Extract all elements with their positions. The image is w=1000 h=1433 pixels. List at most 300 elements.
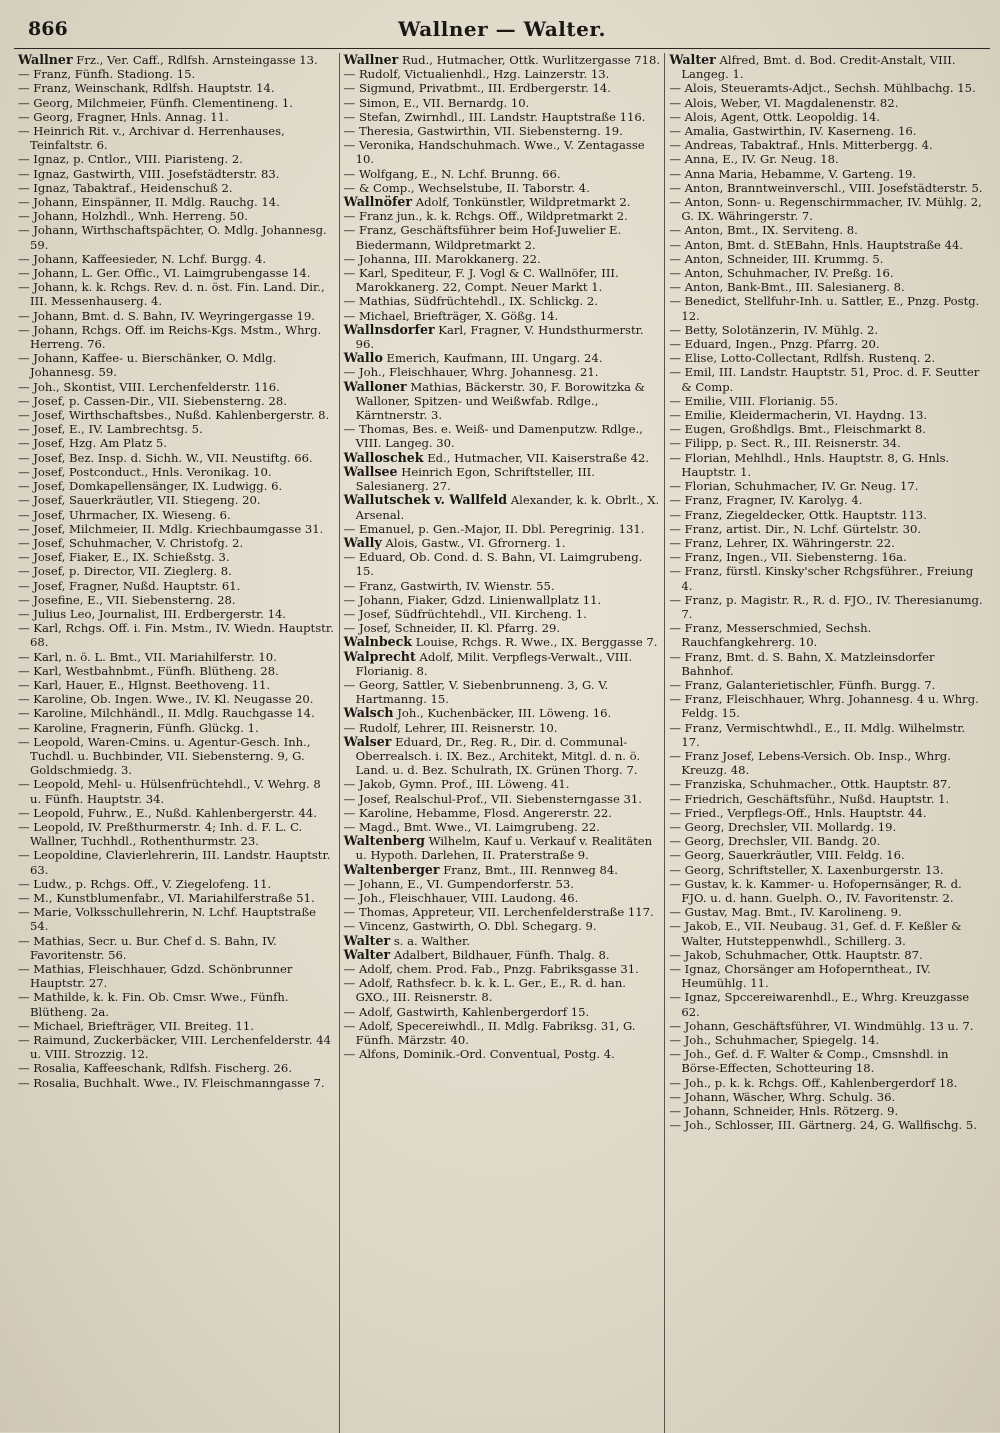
entry-text: — Johann, E., VI. Gumpendorferstr. 53. <box>343 876 574 891</box>
page-header <box>14 14 990 49</box>
directory-entry <box>669 522 986 536</box>
directory-entry <box>344 1047 661 1061</box>
entry-text: Eduard, Dr., Reg. R., Dir. d. Communal-Oberrealsch. i. IX. Bez., Architekt, Mitgl. d. n. ö. Land. u. d. Bez. Schulrath, IX. Grünen Thorg. 7. <box>355 734 641 778</box>
directory-entry <box>18 820 335 848</box>
directory-entry <box>344 365 661 379</box>
entry-surname: Waltenberg <box>343 833 425 849</box>
entry-surname: Wallutschek v. Wallfeld <box>343 492 508 508</box>
entry-surname: Wallo <box>343 350 383 366</box>
entry-text: s. a. Walther. <box>393 933 470 948</box>
directory-entry <box>18 124 335 152</box>
directory-entry <box>669 834 986 848</box>
entry-text: — Filipp, p. Sect. R., III. Reisnerstr. 34. <box>669 436 901 451</box>
directory-entry <box>18 1076 335 1090</box>
entry-text: — Josef, Hzg. Am Platz 5. <box>18 436 167 451</box>
entry-text: — Simon, E., VII. Bernardg. 10. <box>343 95 530 110</box>
entry-text: — Veronika, Handschuhmach. Wwe., V. Zentagasse 10. <box>343 138 645 167</box>
directory-entry <box>669 394 986 408</box>
directory-entry <box>669 266 986 280</box>
entry-text: — Adolf, Specereiwhdl., II. Mdlg. Fabriksg. 31, G. Fünfh. Märzstr. 40. <box>343 1018 636 1048</box>
directory-entry <box>669 1076 986 1090</box>
entry-surname: Wallner <box>18 53 73 67</box>
entry-text: — Franz, Gastwirth, IV. Wienstr. 55. <box>343 578 555 593</box>
entry-text: — Josef, Fragner, Nußd. Hauptstr. 61. <box>18 578 241 593</box>
entry-text: — Florian, Schuhmacher, IV. Gr. Neug. 17. <box>669 479 919 494</box>
column-left <box>14 53 339 1433</box>
column-middle <box>339 53 665 1433</box>
entry-text: — Thomas, Bes. e. Weiß- und Damenputzw. Rdlge., VIII. Langeg. 30. <box>343 422 643 451</box>
entry-text: — Joh., Fleischhauer, VIII. Laudong. 46. <box>343 890 579 905</box>
entry-text: — Elise, Lotto-Collectant, Rdlfsh. Rustenq. 2. <box>669 351 936 366</box>
entry-text: — Josef, Wirthschaftsbes., Nußd. Kahlenbergerstr. 8. <box>18 408 330 423</box>
entry-text: — Franz, Bmt. d. S. Bahn, X. Matzleinsdorfer Bahnhof. <box>669 649 935 678</box>
directory-entry <box>344 834 661 862</box>
directory-entry <box>344 792 661 806</box>
directory-entry <box>344 380 661 423</box>
entry-text: — Emilie, VIII. Florianig. 55. <box>669 393 839 408</box>
entry-text: — Mathilde, k. k. Fin. Ob. Cmsr. Wwe., Fünfh. Blütheng. 2a. <box>18 990 289 1019</box>
entry-text: — Mathias, Secr. u. Bur. Chef d. S. Bahn, IV. Favoritenstr. 56. <box>18 933 277 962</box>
entry-text: — Johann, Wäscher, Whrg. Schulg. 36. <box>669 1089 896 1104</box>
entry-text: — Rosalia, Buchhalt. Wwe., IV. Fleischmanngasse 7. <box>18 1075 325 1090</box>
directory-entry <box>669 280 986 294</box>
entry-text: — Franz, Vermischtwhdl., E., II. Mdlg. Wilhelmstr. 17. <box>669 720 966 749</box>
entry-text: — Josef, Domkapellensänger, IX. Ludwigg. 6. <box>18 479 283 494</box>
entry-text: — Marie, Volksschullehrerin, N. Lchf. Hauptstraße 54. <box>18 905 317 934</box>
running-head: Wallner — Walter. <box>397 17 606 41</box>
directory-entry <box>344 138 661 166</box>
entry-text: — Sigmund, Privatbmt., III. Erdbergerstr. 14. <box>343 81 611 96</box>
entry-text: — Rudolf, Victualienhdl., Hzg. Lainzerstr. 13. <box>343 67 610 82</box>
directory-entry <box>344 863 661 877</box>
directory-entry <box>18 522 335 536</box>
directory-entry <box>344 934 661 948</box>
directory-entry <box>344 635 661 649</box>
entry-text: — Ignaz, Chorsänger am Hofoperntheat., IV. Heumühlg. 11. <box>669 962 931 991</box>
directory-entry <box>344 223 661 251</box>
entry-text: — Michael, Briefträger, VII. Breiteg. 11. <box>18 1018 254 1033</box>
entry-text: Ed., Hutmacher, VII. Kaiserstraße 42. <box>427 450 650 465</box>
entry-text: — Joh., Gef. d. F. Walter & Comp., Cmsnshdl. in Börse-Effecten, Schotteuring 18. <box>669 1047 949 1076</box>
directory-entry <box>18 607 335 621</box>
directory-entry <box>18 351 335 379</box>
entry-surname: Wallnsdorfer <box>343 321 435 337</box>
entry-surname: Wallner <box>343 53 399 67</box>
directory-entry <box>18 721 335 735</box>
entry-text: — Alfons, Dominik.-Ord. Conventual, Postg. 4. <box>343 1047 615 1062</box>
directory-entry <box>18 550 335 564</box>
entry-text: — Karoline, Ob. Ingen. Wwe., IV. Kl. Neugasse 20. <box>18 692 314 707</box>
directory-entry <box>18 650 335 664</box>
directory-entry <box>344 81 661 95</box>
entry-text: — Josef, Südfrüchtehdl., VII. Kircheng. 1. <box>343 606 587 621</box>
entry-text: — Franz, Ziegeldecker, Ottk. Hauptstr. 113. <box>669 507 927 522</box>
entry-text: — Anton, Branntweinverschl., VIII. Josefstädterstr. 5. <box>669 180 983 195</box>
directory-entry <box>669 223 986 237</box>
entry-text: — Karl, Rchgs. Off. i. Fin. Mstm., IV. Wiedn. Hauptstr. 68. <box>18 621 334 650</box>
entry-text: — Michael, Briefträger, X. Gößg. 14. <box>343 308 559 323</box>
directory-entry <box>344 550 661 578</box>
entry-text: — & Comp., Wechselstube, II. Taborstr. 4. <box>343 180 590 195</box>
entry-text: — Josef, Schneider, II. Kl. Pfarrg. 29. <box>343 621 561 636</box>
directory-entry <box>669 593 986 621</box>
entry-text: Heinrich Egon, Schriftsteller, III. Salesianerg. 27. <box>355 464 595 494</box>
entry-text: Adolf, Milit. Verpflegs-Verwalt., VIII. Florianig. 8. <box>355 649 633 678</box>
entry-text: — Georg, Drechsler, VII. Bandg. 20. <box>669 834 881 849</box>
directory-entry <box>669 550 986 564</box>
entry-text: — Jakob, Gymn. Prof., III. Löweng. 41. <box>343 777 570 792</box>
directory-entry <box>18 848 335 876</box>
entry-text: — Franz, Lehrer, IX. Währingerstr. 22. <box>669 535 895 550</box>
directory-entry <box>669 1047 986 1075</box>
directory-entry <box>344 67 661 81</box>
directory-entry <box>344 706 661 720</box>
directory-entry <box>18 777 335 805</box>
entry-text: — Franz, Fragner, IV. Karolyg. 4. <box>669 493 863 508</box>
entry-text: — Thomas, Appreteur, VII. Lerchenfelderstraße 117. <box>343 905 654 920</box>
entry-text: — Ludw., p. Rchgs. Off., V. Ziegelofeng. 11. <box>18 876 272 891</box>
entry-text: — Alois, Agent, Ottk. Leopoldig. 14. <box>669 109 881 124</box>
directory-entry <box>669 451 986 479</box>
directory-entry <box>669 749 986 777</box>
entry-surname: Walter <box>669 53 716 67</box>
directory-entry <box>344 948 661 962</box>
directory-entry <box>669 777 986 791</box>
entry-text: — Karl, Hauer, E., Hlgnst. Beethoveng. 11. <box>18 677 271 692</box>
directory-entry <box>669 962 986 990</box>
directory-entry <box>669 138 986 152</box>
entry-text: — Karoline, Hebamme, Flosd. Angererstr. 22. <box>343 805 612 820</box>
directory-entry <box>669 678 986 692</box>
directory-entry <box>18 280 335 308</box>
column-right <box>664 53 990 1433</box>
entry-text: — Heinrich Rit. v., Archivar d. Herrenhauses, Teinfaltstr. 6. <box>18 124 285 153</box>
entry-text: — Gustav, Mag. Bmt., IV. Karolineng. 9. <box>669 905 902 920</box>
entry-text: — Karl, Spediteur, F. J. Vogl & C. Wallnöfer, III. Marokkanerg. 22, Compt. Neuer Markt 1. <box>343 266 619 295</box>
directory-entry <box>344 294 661 308</box>
directory-entry <box>669 124 986 138</box>
entry-surname: Walnbeck <box>343 634 413 650</box>
directory-entry <box>18 493 335 507</box>
entry-text: — Johann, L. Ger. Offic., VI. Laimgrubengasse 14. <box>18 266 311 281</box>
entry-text: Alfred, Bmt. d. Bod. Credit-Anstalt, VIII. Langeg. 1. <box>681 53 956 82</box>
directory-entry <box>18 735 335 778</box>
entry-text: — Emilie, Kleidermacherin, VI. Haydng. 13. <box>669 408 928 423</box>
directory-entry <box>344 53 661 67</box>
entry-surname: Walsch <box>343 705 394 721</box>
entry-text: — Johanna, III. Marokkanerg. 22. <box>343 251 541 266</box>
directory-entry <box>344 721 661 735</box>
directory-entry <box>669 990 986 1018</box>
entry-text: — Johann, Bmt. d. S. Bahn, IV. Weyringergasse 19. <box>18 308 315 323</box>
directory-entry <box>344 1019 661 1047</box>
directory-entry <box>669 152 986 166</box>
directory-entry <box>344 678 661 706</box>
directory-entry <box>18 564 335 578</box>
entry-text: Alois, Gastw., VI. Gfrornerg. 1. <box>385 535 566 550</box>
directory-entry <box>18 394 335 408</box>
directory-entry <box>18 1019 335 1033</box>
entry-surname: Walter <box>343 932 391 948</box>
entry-text: — Josef, p. Cassen-Dir., VII. Siebensterng. 28. <box>18 393 287 408</box>
directory-entry <box>669 848 986 862</box>
entry-text: — Theresia, Gastwirthin, VII. Siebensterng. 19. <box>343 124 623 139</box>
entry-text: — M., Kunstblumenfabr., VI. Mariahilferstraße 51. <box>18 890 315 905</box>
entry-text: — Josef, Bez. Insp. d. Sichh. W., VII. Neustiftg. 66. <box>18 450 313 465</box>
entry-text: — Leopold, Mehl- u. Hülsenfrüchtehdl., V. Wehrg. 8 u. Fünfh. Hauptstr. 34. <box>18 777 321 806</box>
entry-text: — Johann, Einspänner, II. Mdlg. Rauchg. 14. <box>18 195 280 210</box>
entry-text: — Florian, Mehlhdl., Hnls. Hauptstr. 8, G. Hnls. Hauptstr. 1. <box>669 450 950 479</box>
entry-text: — Andreas, Tabaktraf., Hnls. Mitterbergg. 4. <box>669 138 933 153</box>
directory-entry <box>18 167 335 181</box>
directory-entry <box>18 96 335 110</box>
entry-text: — Alois, Weber, VI. Magdalenenstr. 82. <box>669 95 899 110</box>
directory-entry <box>669 408 986 422</box>
entry-text: — Adolf, Gastwirth, Kahlenbergerdorf 15. <box>343 1004 590 1019</box>
entry-text: — Mathias, Fleischhauer, Gdzd. Schönbrunner Hauptstr. 27. <box>18 962 293 991</box>
entry-text: — Anton, Bank-Bmt., III. Salesianerg. 8. <box>669 280 905 295</box>
directory-entry <box>669 877 986 905</box>
entry-text: — Josef, E., IV. Lambrechtsg. 5. <box>18 422 203 437</box>
directory-entry <box>18 678 335 692</box>
entry-text: — Stefan, Zwirnhdl., III. Landstr. Hauptstraße 116. <box>343 109 646 124</box>
entry-text: — Ignaz, Tabaktraf., Heidenschuß 2. <box>18 180 233 195</box>
directory-entry <box>344 905 661 919</box>
entry-text: — Leopold, IV. Preßthurmerstr. 4; Inh. d. F. L. C. Wallner, Tuchhdl., Rothenthurmstr. 23. <box>18 819 303 849</box>
directory-entry <box>669 863 986 877</box>
entry-text: — Leopold, Fuhrw., E., Nußd. Kahlenbergerstr. 44. <box>18 805 317 820</box>
directory-entry <box>18 323 335 351</box>
entry-text: — Jakob, Schuhmacher, Ottk. Hauptstr. 87. <box>669 947 923 962</box>
directory-entry <box>669 792 986 806</box>
entry-text: — Franz, Fünfh. Stadiong. 15. <box>18 67 196 82</box>
directory-entry <box>669 1104 986 1118</box>
entry-text: — Georg, Sauerkräutler, VIII. Feldg. 16. <box>669 848 905 863</box>
entry-text: Louise, Rchgs. R. Wwe., IX. Berggasse 7. <box>415 635 658 650</box>
directory-entry <box>669 948 986 962</box>
entry-text: — Georg, Milchmeier, Fünfh. Clementineng. 1. <box>18 95 293 110</box>
entry-text: — Anna, E., IV. Gr. Neug. 18. <box>669 152 839 167</box>
directory-entry <box>18 905 335 933</box>
directory-entry <box>18 806 335 820</box>
directory-entry <box>669 96 986 110</box>
directory-entry <box>18 408 335 422</box>
directory-entry <box>344 266 661 294</box>
entry-surname: Wally <box>343 534 382 550</box>
entry-text: — Johann, Wirthschaftspächter, O. Mdlg. Johannesg. 59. <box>18 223 327 252</box>
directory-entry <box>669 621 986 649</box>
entry-text: — Joh., Schuhmacher, Spiegelg. 14. <box>669 1033 880 1048</box>
entry-surname: Walloner <box>343 378 407 394</box>
directory-entry <box>18 1033 335 1061</box>
directory-entry <box>18 664 335 678</box>
directory-entry <box>18 508 335 522</box>
entry-surname: Walloschek <box>343 449 424 465</box>
entry-text: — Jakob, E., VII. Neubaug. 31, Gef. d. F. Keßler & Walter, Hutsteppenwhdl., Schillerg. 3. <box>669 919 962 948</box>
directory-entry <box>669 167 986 181</box>
directory-entry <box>669 422 986 436</box>
entry-text: Emerich, Kaufmann, III. Ungarg. 24. <box>386 351 603 366</box>
entry-text: — Georg, Drechsler, VII. Mollardg. 19. <box>669 819 897 834</box>
directory-entry <box>344 465 661 493</box>
entry-text: — Karoline, Fragnerin, Fünfh. Glückg. 1. <box>18 720 259 735</box>
directory-entry <box>18 962 335 990</box>
directory-entry <box>344 167 661 181</box>
entry-text: — Franz, p. Magistr. R., R. d. FJO., IV. Theresianumg. 7. <box>669 592 983 621</box>
directory-entry <box>344 621 661 635</box>
entry-text: — Franz, Weinschank, Rdlfsh. Hauptstr. 14. <box>18 81 275 96</box>
directory-entry <box>669 436 986 450</box>
directory-entry <box>18 252 335 266</box>
directory-entry <box>344 777 661 791</box>
entry-text: — Emanuel, p. Gen.-Major, II. Dbl. Peregrinig. 131. <box>343 521 645 536</box>
entry-text: — Franz, Messerschmied, Sechsh. Rauchfangkehrerg. 10. <box>669 621 872 650</box>
entry-text: — Anton, Bmt., IX. Serviteng. 8. <box>669 223 858 238</box>
directory-entry <box>669 195 986 223</box>
directory-entry <box>344 536 661 550</box>
entry-text: — Josef, p. Director, VII. Zieglerg. 8. <box>18 564 232 579</box>
directory-entry <box>669 1090 986 1104</box>
directory-entry <box>669 721 986 749</box>
entry-text: — Franz, Geschäftsführer beim Hof-Juwelier E. Biedermann, Wildpretmarkt 2. <box>343 223 622 252</box>
entry-text: — Franziska, Schuhmacher., Ottk. Hauptstr. 87. <box>669 777 952 792</box>
directory-entry <box>669 650 986 678</box>
entry-text: — Johann, k. k. Rchgs. Rev. d. n. öst. Fin. Land. Dir., III. Messenhauserg. 4. <box>18 280 325 309</box>
entry-text: Franz, Bmt., III. Rennweg 84. <box>443 862 618 877</box>
entry-text: — Mathias, Südfrüchtehdl., IX. Schlickg. 2. <box>343 294 598 309</box>
entry-text: — Rosalia, Kaffeeschank, Rdlfsh. Fischerg. 26. <box>18 1061 292 1076</box>
entry-text: — Amalia, Gastwirthin, IV. Kaserneng. 16. <box>669 124 917 139</box>
directory-entry <box>669 294 986 322</box>
directory-entry <box>18 110 335 124</box>
directory-entry <box>344 252 661 266</box>
directory-entry <box>669 820 986 834</box>
entry-surname: Walprecht <box>343 648 416 664</box>
entry-text: — Josef, Schuhmacher, V. Christofg. 2. <box>18 535 244 550</box>
directory-entry <box>669 1118 986 1132</box>
directory-entry <box>344 323 661 351</box>
entry-text: — Gustav, k. k. Kammer- u. Hofopernsänger, R. d. FJO. u. d. hann. Guelph. O., IV. Favoritenstr. 2. <box>669 876 962 905</box>
entry-text: — Franz, artist. Dir., N. Lchf. Gürtelstr. 30. <box>669 521 922 536</box>
entry-text: — Emil, III. Landstr. Hauptstr. 51, Proc. d. F. Seutter & Comp. <box>669 365 980 394</box>
directory-entry <box>669 181 986 195</box>
entry-text: — Franz Josef, Lebens-Versich. Ob. Insp., Whrg. Kreuzg. 48. <box>669 748 951 778</box>
directory-entry <box>344 422 661 450</box>
entry-text: — Benedict, Stellfuhr-Inh. u. Sattler, E., Pnzg. Postg. 12. <box>669 294 980 323</box>
directory-entry <box>344 891 661 905</box>
entry-text: — Ignaz, Gastwirth, VIII. Josefstädterstr. 83. <box>18 166 280 181</box>
entry-text: — Eduard, Ob. Cond. d. S. Bahn, VI. Laimgrubeng. 15. <box>343 550 643 579</box>
page-number: 866 <box>28 18 68 40</box>
entry-text: Adalbert, Bildhauer, Fünfh. Thalg. 8. <box>393 947 610 962</box>
directory-entry <box>18 436 335 450</box>
entry-text: Karl, Fragner, V. Hundsthurmerstr. 96. <box>355 322 644 352</box>
entry-text: — Betty, Solotänzerin, IV. Mühlg. 2. <box>669 322 879 337</box>
entry-text: — Fried., Verpflegs-Off., Hnls. Hauptstr. 44. <box>669 805 927 820</box>
directory-entry <box>344 877 661 891</box>
directory-entry <box>669 536 986 550</box>
directory-entry <box>18 152 335 166</box>
entry-text: Joh., Kuchenbäcker, III. Löweng. 16. <box>397 706 612 721</box>
entry-text: — Franz, Ingen., VII. Siebensterng. 16a. <box>669 550 907 565</box>
entry-text: — Johann, Holzhdl., Wnh. Herreng. 50. <box>18 209 248 224</box>
directory-entry <box>344 451 661 465</box>
directory-entry <box>344 806 661 820</box>
directory-entry <box>18 990 335 1018</box>
directory-entry <box>669 1033 986 1047</box>
entry-text: — Alois, Steueramts-Adjct., Sechsh. Mühlbachg. 15. <box>669 81 976 96</box>
directory-entry <box>669 53 986 81</box>
directory-entry <box>18 934 335 962</box>
entry-text: — Georg, Fragner, Hnls. Annag. 11. <box>18 109 229 124</box>
entry-text: — Johann, Geschäftsführer, VI. Windmühlg. 13 u. 7. <box>669 1018 974 1033</box>
directory-entry <box>344 96 661 110</box>
directory-entry <box>669 905 986 919</box>
directory-entry <box>18 479 335 493</box>
entry-text: — Vincenz, Gastwirth, O. Dbl. Schegarg. 9. <box>343 919 597 934</box>
entry-text: — Karl, Westbahnbmt., Fünfh. Blütheng. 28. <box>18 663 279 678</box>
entry-text: Frz., Ver. Caff., Rdlfsh. Arnsteingasse 13. <box>76 53 318 67</box>
directory-entry <box>344 195 661 209</box>
directory-entry <box>18 451 335 465</box>
directory-entry <box>18 465 335 479</box>
entry-text: — Anton, Schneider, III. Krummg. 5. <box>669 251 884 266</box>
entry-text: — Leopoldine, Clavierlehrerin, III. Landstr. Hauptstr. 63. <box>18 848 331 877</box>
entry-text: — Adolf, Rathsfecr. b. k. k. L. Ger., E., R. d. han. GXO., III. Reisnerstr. 8. <box>343 976 626 1005</box>
entry-text: — Leopold, Waren-Cmins. u. Agentur-Gesch. Inh., Tuchdl. u. Buchbinder, VII. Siebensterng. 9, G. Goldschmiedg. 3. <box>18 734 311 778</box>
directory-entry <box>18 692 335 706</box>
entry-text: — Josef, Sauerkräutler, VII. Stiegeng. 20. <box>18 493 261 508</box>
entry-text: — Franz, Galanterietischler, Fünfh. Burgg. 7. <box>669 677 936 692</box>
directory-entry <box>18 1061 335 1075</box>
directory-entry <box>344 919 661 933</box>
entry-text: — Georg, Sattler, V. Siebenbrunneng. 3, G. V. Hartmanng. 15. <box>343 677 609 707</box>
directory-entry <box>669 692 986 720</box>
directory-entry <box>344 579 661 593</box>
entry-text: — Wolfgang, E., N. Lchf. Brunng. 66. <box>343 166 561 181</box>
entry-text: — Franz, fürstl. Kinsky'scher Rchgsführer., Freiung 4. <box>669 564 974 593</box>
directory-entry <box>18 53 335 67</box>
directory-entry <box>669 1019 986 1033</box>
directory-entry <box>18 67 335 81</box>
directory-entry <box>344 124 661 138</box>
entry-surname: Wallsee <box>343 463 398 479</box>
entry-text: — Anton, Schuhmacher, IV. Preßg. 16. <box>669 266 894 281</box>
entry-text: — Magd., Bmt. Wwe., VI. Laimgrubeng. 22. <box>343 819 600 834</box>
entry-text: — Anton, Bmt. d. StEBahn, Hnls. Hauptstraße 44. <box>669 237 964 252</box>
entry-text: — Joh., p. k. k. Rchgs. Off., Kahlenbergerdorf 18. <box>669 1075 958 1090</box>
directory-entry <box>344 493 661 521</box>
directory-entry <box>669 919 986 947</box>
directory-entry <box>18 195 335 209</box>
entry-text: — Ignaz, p. Cntlor., VIII. Piaristeng. 2. <box>18 152 243 167</box>
directory-entry <box>344 593 661 607</box>
entry-text: — Anna Maria, Hebamme, V. Garteng. 19. <box>669 166 917 181</box>
entry-text: — Joh., Fleischhauer, Whrg. Johannesg. 21. <box>343 365 599 380</box>
entry-text: — Johann, Schneider, Hnls. Rötzerg. 9. <box>669 1104 899 1119</box>
entry-text: — Joh., Skontist, VIII. Lerchenfelderstr. 116. <box>18 379 280 394</box>
entry-text: — Josef, Postconduct., Hnls. Veronikag. 10. <box>18 464 272 479</box>
entry-text: — Eduard, Ingen., Pnzg. Pfarrg. 20. <box>669 337 880 352</box>
columns <box>14 53 990 1433</box>
directory-entry <box>344 735 661 778</box>
directory-entry <box>18 579 335 593</box>
directory-entry <box>344 181 661 195</box>
entry-surname: Walter <box>343 946 391 962</box>
directory-entry <box>344 962 661 976</box>
directory-entry <box>669 252 986 266</box>
directory-entry <box>18 266 335 280</box>
